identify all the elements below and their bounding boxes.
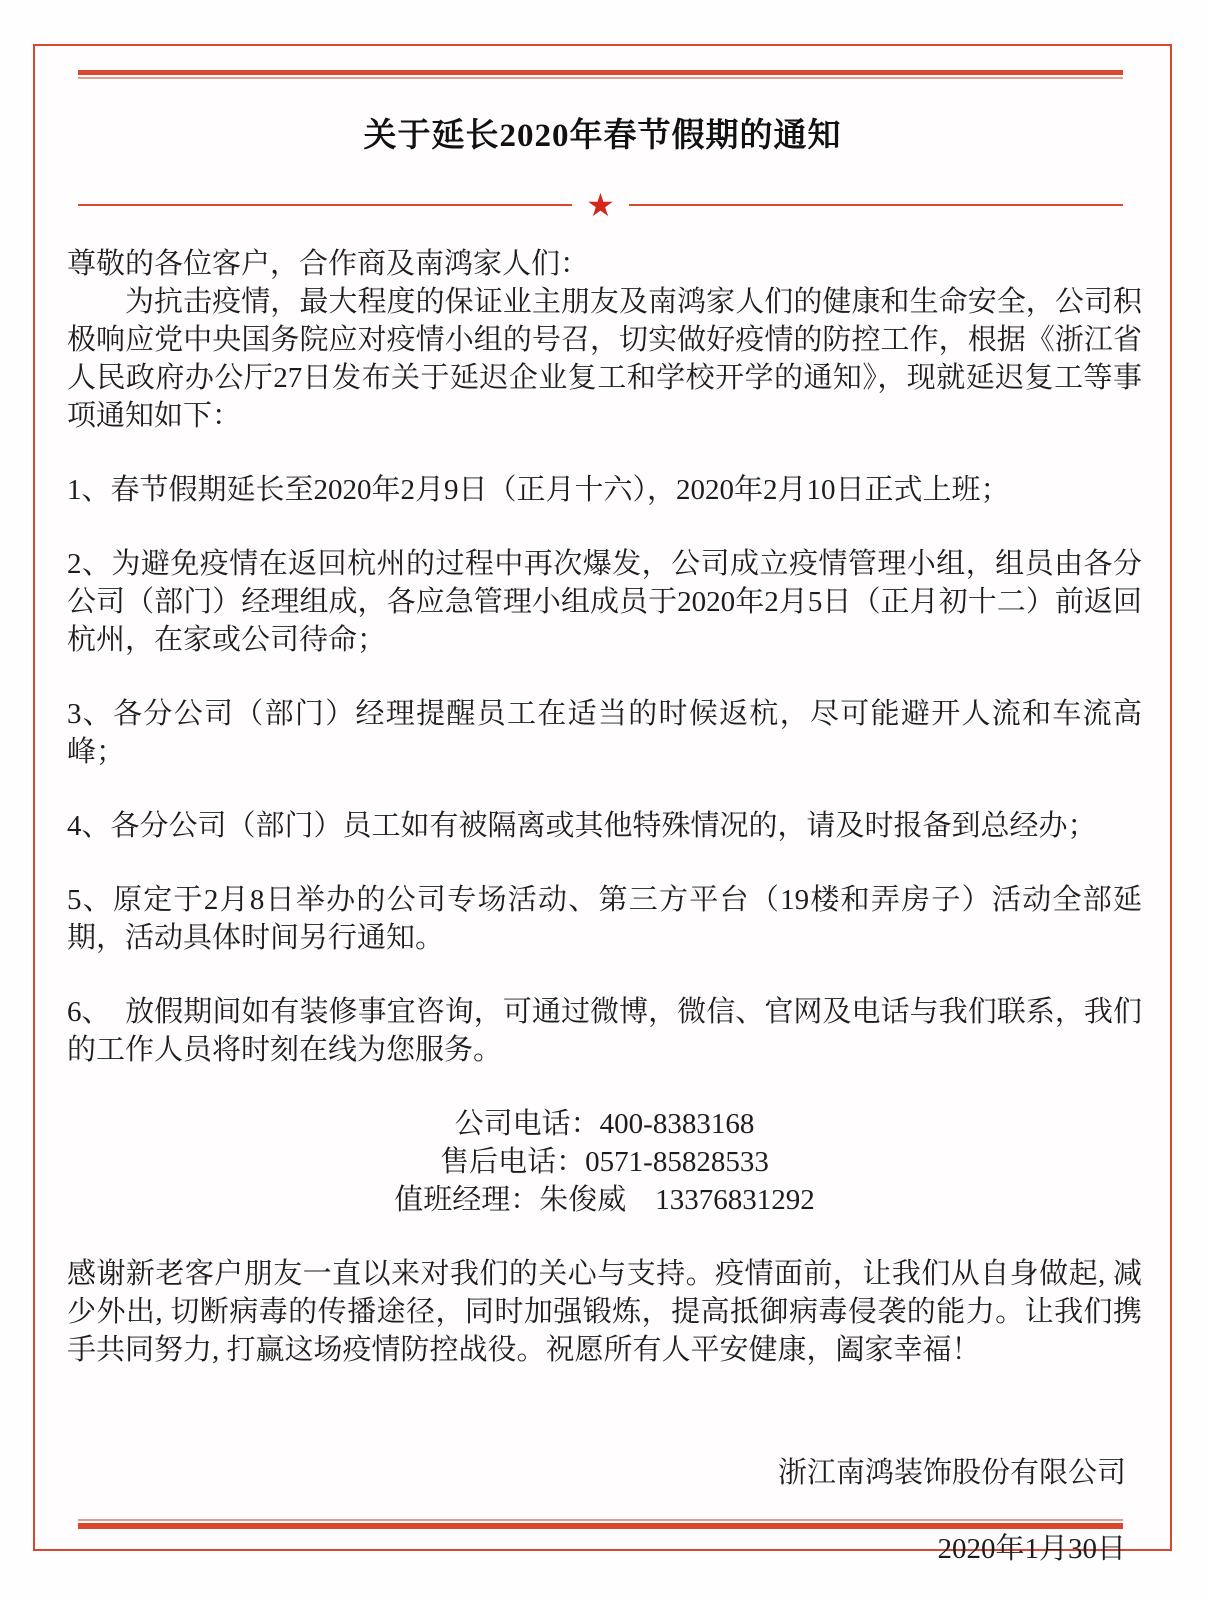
divider-line-right xyxy=(629,204,1123,206)
contact-value: 朱俊威 13376831292 xyxy=(539,1184,815,1216)
star-divider xyxy=(78,186,1123,224)
top-double-rule xyxy=(78,70,1123,79)
contact-label: 值班经理： xyxy=(394,1184,540,1216)
intro-paragraph: 为抗击疫情，最大程度的保证业主朋友及南鸿家人们的健康和生命安全，公司积极响应党中央国务院应对疫情小组的号召，切实做好疫情的防控工作，根据《浙江省人民政府办公厅27日发布关于延迟企业复工和学校开学的通知》，现就延迟复工等事项通知如下： xyxy=(67,286,1142,432)
contact-value: 0571-85828533 xyxy=(585,1146,769,1178)
contact-line-duty-manager xyxy=(67,1181,1142,1219)
notice-item-4: 4、各分公司（部门）员工如有被隔离或其他特殊情况的，请及时报备到总经办； xyxy=(67,810,1097,842)
bottom-double-rule xyxy=(78,1519,1123,1529)
notice-item-1: 1、春节假期延长至2020年2月9日（正月十六），2020年2月10日正式上班； xyxy=(67,474,1010,506)
bottom-thick-line xyxy=(78,1523,1123,1529)
contact-line-aftersales-phone xyxy=(67,1143,1142,1181)
top-thick-line xyxy=(78,70,1123,75)
notice-item-3: 3、各分公司（部门）经理提醒员工在适当的时候返杭，尽可能避开人流和车流高峰； xyxy=(67,698,1142,768)
contact-label: 公司电话： xyxy=(454,1108,600,1140)
closing-paragraph: 感谢新老客户朋友一直以来对我们的关心与支持。疫情面前，让我们从自身做起, 减少外出, 切断病毒的传播途径，同时加强锻炼，提高抵御病毒侵袭的能力。让我们携手共同努力, 打赢这场疫情防控战役。祝愿所有人平安健康，阖家幸福！ xyxy=(67,1258,1142,1366)
divider-line-left xyxy=(78,204,572,206)
notice-body xyxy=(35,245,1170,1569)
notice-border-frame xyxy=(33,44,1172,1565)
contact-label: 售后电话： xyxy=(440,1146,586,1178)
notice-item-6: 6、 放假期间如有装修事宜咨询，可通过微博，微信、官网及电话与我们联系，我们的工作人员将时刻在线为您服务。 xyxy=(67,996,1142,1066)
salutation: 尊敬的各位客户，合作商及南鸿家人们： xyxy=(67,248,590,280)
notice-item-2: 2、为避免疫情在返回杭州的过程中再次爆发，公司成立疫情管理小组，组员由各分公司（部门）经理组成，各应急管理小组成员于2020年2月5日（正月初十二）前返回杭州，在家或公司待命； xyxy=(67,548,1142,656)
star-icon: ★ xyxy=(586,186,615,224)
notice-title: 关于延长2020年春节假期的通知 xyxy=(363,118,842,154)
contact-line-company-phone xyxy=(67,1105,1142,1143)
contact-block xyxy=(67,1105,1142,1219)
signature-block xyxy=(67,1453,1142,1569)
bottom-thin-line xyxy=(78,1519,1123,1521)
notice-date: 2020年1月30日 xyxy=(937,1533,1126,1565)
notice-item-5: 5、原定于2月8日举办的公司专场活动、第三方平台（19楼和弄房子）活动全部延期，活动具体时间另行通知。 xyxy=(67,884,1142,954)
contact-value: 400-8383168 xyxy=(599,1108,755,1140)
top-thin-line xyxy=(78,77,1123,79)
company-name: 浙江南鸿装饰股份有限公司 xyxy=(777,1457,1126,1489)
